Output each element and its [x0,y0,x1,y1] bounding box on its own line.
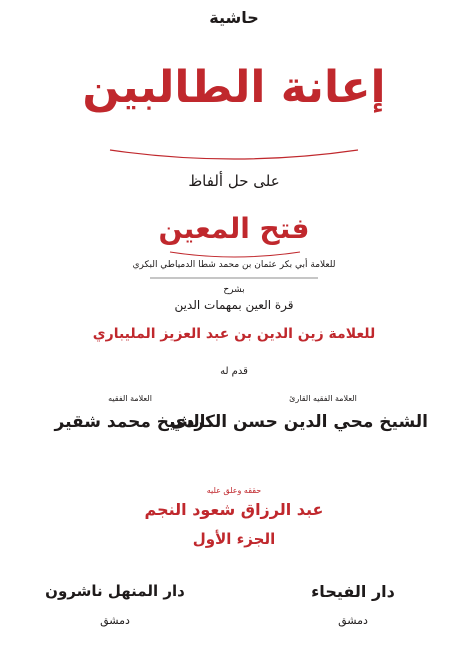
editor-name: عبد الرزاق شعود النجم [144,500,324,519]
introduction-label: قدم له [220,366,248,377]
hashiya-label: حاشية [209,8,259,27]
left-intro-name: الشيخ محمد شقير [54,412,206,432]
publisher-left-name: دار المنهل ناشرون [45,582,185,600]
commentary-title: قرة العين بمهمات الدين [174,298,294,312]
editing-caption: حققه وعلق عليه [206,486,262,495]
volume-label: الجزء الأول [192,530,276,548]
publisher-right-name: دار الفيحاء [311,582,395,601]
left-intro-caption: العلامة الفقيه [108,394,152,403]
fath-flourish [170,252,300,257]
publisher-left-city: دمشق [100,614,130,627]
title-flourish [110,150,358,159]
commentary-author: للعلامة زين الدين بن عبد العزيز المليباري [92,326,376,342]
right-intro-name: الشيخ محي الدين حسن الكردي [170,412,428,432]
work-title: فتح المعين [158,212,310,245]
bisharh-label: بشرح [223,285,245,295]
publisher-right-city: دمشق [338,614,368,627]
author-line: للعلامة أبي بكر عثمان بن محمد شطا الدمياطي البكري [132,260,336,270]
right-intro-caption: العلامة الفقيه القارئ [289,394,357,403]
main-title: إعانة الطالبين [82,62,386,113]
subtitle: على حل ألفاظ [188,172,280,190]
